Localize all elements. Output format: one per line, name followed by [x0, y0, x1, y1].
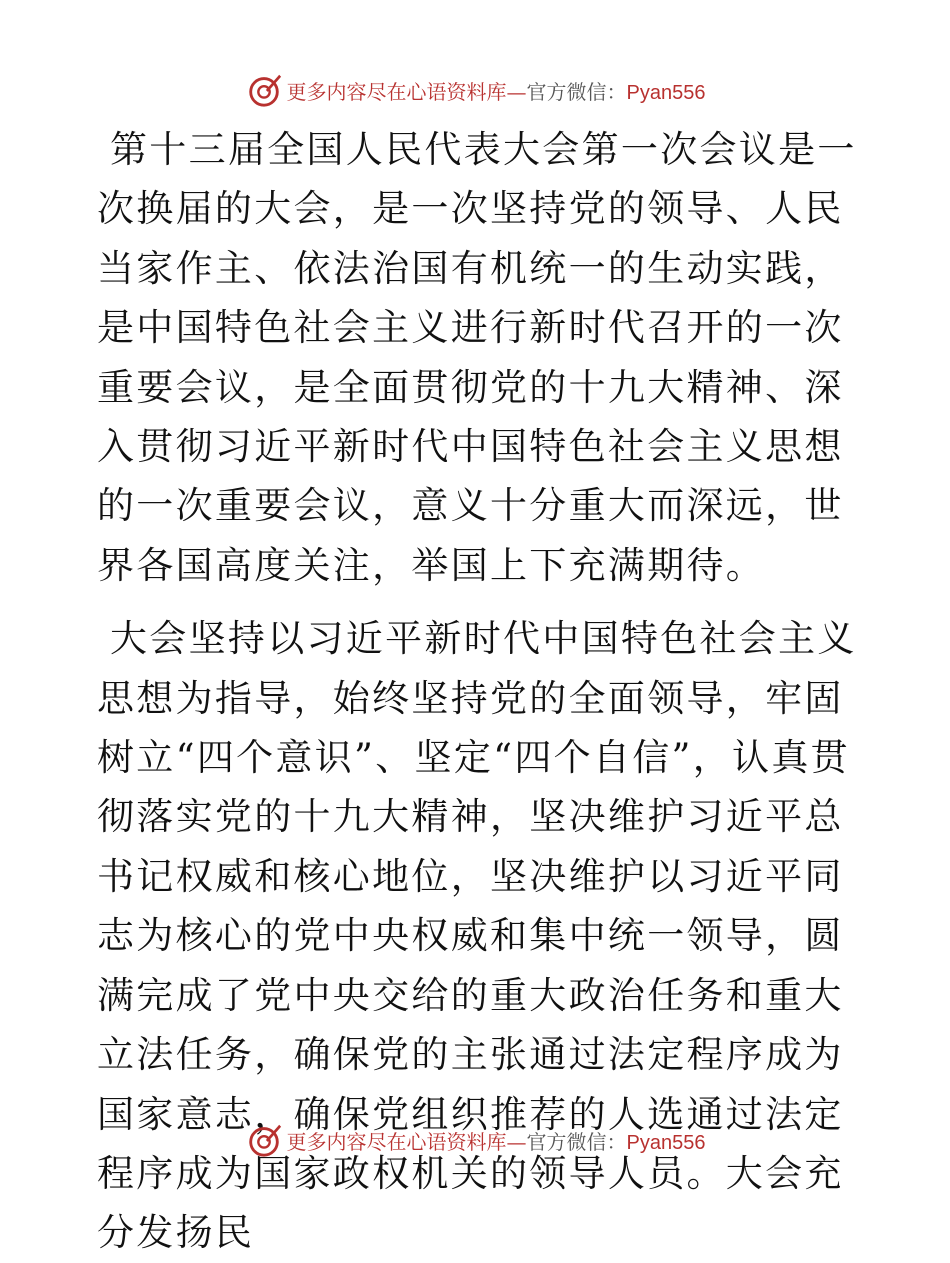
wechat-id: Pyan556	[626, 1131, 706, 1154]
site-name: 更多内容尽在心语资料库	[286, 79, 507, 104]
pen-logo-icon	[245, 1121, 283, 1159]
wechat-label: 官方微信：	[526, 79, 627, 104]
paragraph-1: 第十三届全国人民代表大会第一次会议是一次换届的大会，是一次坚持党的领导、人民当家作主、依法治国有机统一的生动实践，是中国特色社会主义进行新时代召开的一次重要会议，是全面贯彻党的十九大精神、深入贯彻习近平新时代中国特色社会主义思想的一次重要会议，意义十分重大而深远，世界各国高度关注，举国上下充满期待。	[97, 128, 857, 587]
wechat-label: 官方微信：	[526, 1129, 627, 1154]
document-body	[97, 120, 857, 1263]
footer-banner-text	[287, 1126, 706, 1155]
banner-dash: —	[506, 1129, 527, 1154]
footer-banner	[0, 1120, 950, 1160]
wechat-id: Pyan556	[626, 81, 706, 104]
site-name: 更多内容尽在心语资料库	[286, 1129, 507, 1154]
banner-dash: —	[506, 79, 527, 104]
header-banner-text	[287, 76, 706, 105]
pen-logo-icon	[245, 71, 283, 109]
paragraph-2: 大会坚持以习近平新时代中国特色社会主义思想为指导，始终坚持党的全面领导，牢固树立“四个意识”、坚定“四个自信”，认真贯彻落实党的十九大精神，坚决维护习近平总书记权威和核心地位，坚决维护以习近平同志为核心的党中央权威和集中统一领导，圆满完成了党中央交给的重大政治任务和重大立法任务，确保党的主张通过法定程序成为国家意志，确保党组织推荐的人选通过法定程序成为国家政权机关的领导人员。大会充分发扬民	[97, 617, 857, 1255]
header-banner	[0, 70, 950, 110]
